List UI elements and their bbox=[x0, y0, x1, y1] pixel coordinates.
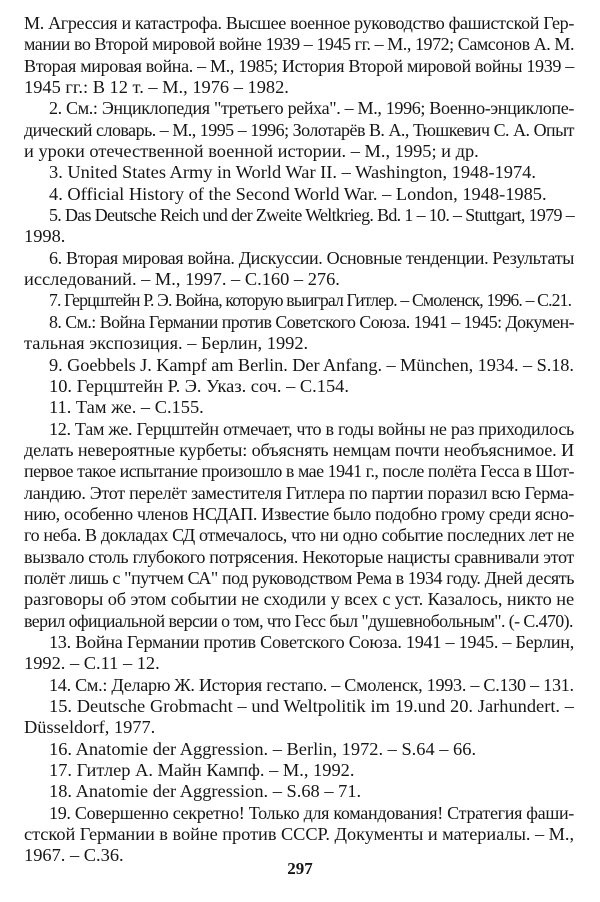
footnote-line: и уроки отечественной военной истории. – М., 1995; и др. bbox=[24, 141, 479, 162]
footnote-line: исследований. – М., 1997. – С.160 – 276. bbox=[24, 269, 340, 290]
footnote-line: Düsseldorf, 1977. bbox=[24, 717, 156, 738]
footnote-line: нию, особенно членов НСДАП. Известие было подобно грому среди ясно- bbox=[24, 503, 574, 524]
footnote-line: го неба. В докладах СД отмечалось, что ни одно событие последних лет не bbox=[24, 525, 574, 546]
footnote-line: 18. Anatomie der Aggression. – S.68 – 71. bbox=[49, 781, 362, 802]
footnote-line: тальная экспозиция. – Берлин, 1992. bbox=[24, 333, 309, 354]
footnote-line: 4. Official History of the Second World War. – London, 1948-1985. bbox=[49, 183, 547, 204]
footnote-line: первое такое испытание произошло в мае 1941 г., после полёта Гесса в Шот- bbox=[24, 461, 574, 482]
footnote-line: разговоры об этом событии не сходили у всех с уст. Казалось, никто не bbox=[24, 589, 574, 610]
footnote-line: стской Германии в войне против СССР. Документы и материалы. – М., bbox=[24, 824, 574, 845]
footnote-line: 1998. bbox=[24, 226, 66, 247]
footnote-line: 1945 гг.: В 12 т. – М., 1976 – 1982. bbox=[24, 77, 289, 98]
footnote-line: 17. Гитлер А. Майн Кампф. – М., 1992. bbox=[49, 760, 355, 781]
footnote-line: дический словарь. – М., 1995 – 1996; Золотарёв В. А., Тюшкевич С. А. Опыт bbox=[24, 119, 574, 140]
footnote-line: мании во Второй мировой войне 1939 – 1945 гг. – М., 1972; Самсонов А. М. bbox=[24, 34, 574, 55]
footnote-line: полёт лишь с "путчем СА" под руководством Рема в 1934 году. Дней десять bbox=[24, 567, 574, 588]
footnote-line: 8. См.: Война Германии против Советского Союза. 1941 – 1945: Докумен- bbox=[49, 311, 574, 332]
footnote-line: 13. Война Германии против Советского Союза. 1941 – 1945. – Берлин, bbox=[49, 631, 574, 652]
footnote-line: 12. Там же. Герцштейн отмечает, что в годы войны не раз приходилось bbox=[49, 418, 574, 439]
footnote-line: 1992. – С.11 – 12. bbox=[24, 653, 160, 674]
footnote-line: Вторая мировая война. – М., 1985; История Второй мировой войны 1939 – bbox=[24, 55, 574, 76]
footnote-line: 16. Anatomie der Aggression. – Berlin, 1972. – S.64 – 66. bbox=[49, 738, 477, 759]
footnote-line: 19. Совершенно секретно! Только для командования! Стратегия фаши- bbox=[49, 802, 574, 823]
footnote-line: М. Агрессия и катастрофа. Высшее военное руководство фашистской Гер- bbox=[24, 13, 574, 33]
footnote-line: 10. Герцштейн Р. Э. Указ. соч. – С.154. bbox=[49, 375, 349, 396]
footnote-line: 5. Das Deutsche Reich und der Zweite Weltkrieg. Bd. 1 – 10. – Stuttgart, 1979 – bbox=[49, 205, 574, 226]
page-number: 297 bbox=[287, 859, 313, 878]
footnote-line: 2. См.: Энциклопедия "третьего рейха". – М., 1996; Военно-энциклопе- bbox=[49, 98, 574, 119]
footnote-line: вызвало столь глубокого потрясения. Некоторые нацисты сравнивали этот bbox=[24, 546, 574, 567]
footnote-line: верил официальной версии о том, что Гесс был "душевнобольным". (- С.470). bbox=[24, 610, 573, 631]
footnote-line: 9. Goebbels J. Kampf am Berlin. Der Anfang. – München, 1934. – S.18. bbox=[49, 354, 574, 375]
footnote-line: 11. Там же. – С.155. bbox=[49, 397, 204, 418]
footnote-line: ландию. Этот перелёт заместителя Гитлера по партии поразил всю Герма- bbox=[24, 482, 574, 503]
footnote-line: 14. См.: Деларю Ж. История гестапо. – Смоленск, 1993. – С.130 – 131. bbox=[49, 674, 574, 695]
footnotes-block bbox=[24, 13, 574, 867]
footnote-line: 6. Вторая мировая война. Дискуссии. Основные тенденции. Результаты bbox=[49, 247, 574, 268]
footnote-line: 1967. – С.36. bbox=[24, 845, 124, 866]
footnote-line: делать невероятные курбеты: объяснять немцам почти необъяснимое. И bbox=[24, 439, 574, 460]
footnote-line: 7. Герцштейн Р. Э. Война, которую выиграл Гитлер. – Смоленск, 1996. – С.21. bbox=[49, 290, 572, 311]
footnote-line: 15. Deutsche Grobmacht – und Weltpolitik im 19.und 20. Jarhundert. – bbox=[49, 696, 574, 716]
footnote-line: 3. United States Army in World War II. – Washington, 1948-1974. bbox=[49, 162, 536, 183]
